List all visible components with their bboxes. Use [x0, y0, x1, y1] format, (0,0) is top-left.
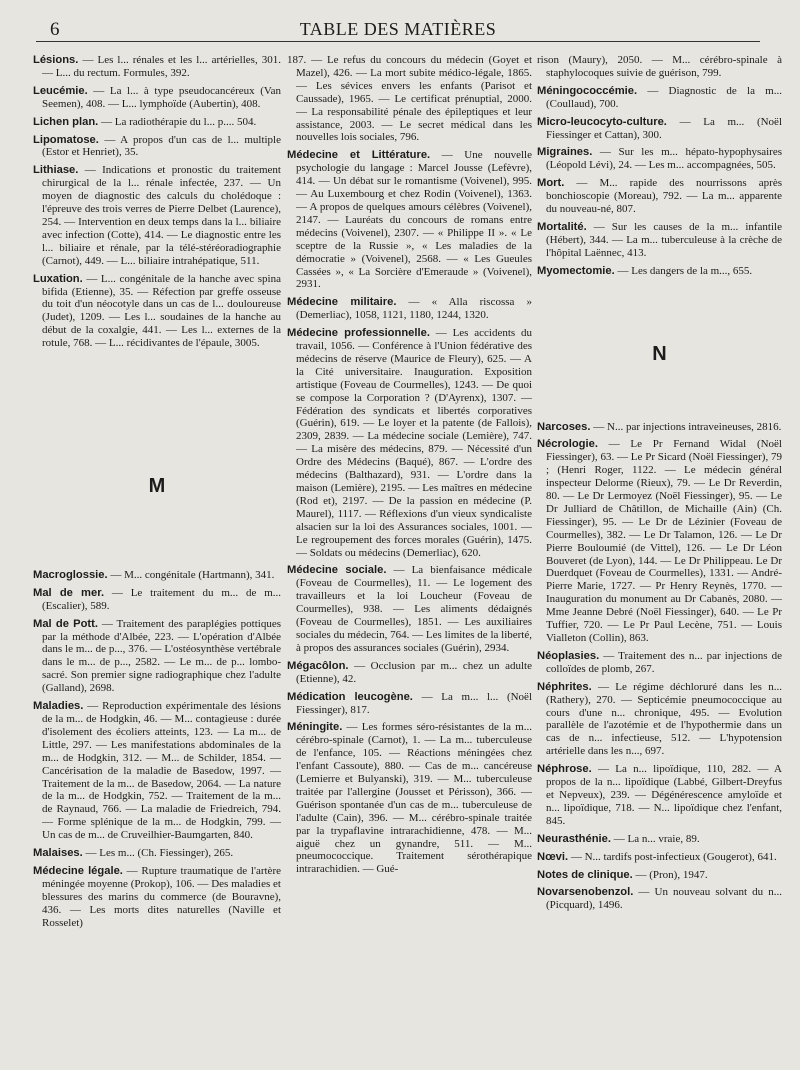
index-column-middle: [287, 54, 532, 881]
index-entry: [33, 85, 281, 111]
entry-text: — (Pron), 1947.: [632, 868, 708, 881]
index-column-left: [33, 54, 281, 935]
entry-headword: Lithiase.: [33, 164, 79, 177]
entry-text: — M... rapide des nourrissons après bonchioscopie (Moreau), 792. — La m... apparente du nouveau-né, 807.: [546, 177, 782, 216]
entry-text: — Traitement des paraplégies pottiques par la méthode d'Albée, 223. — L'opération d'Albée dans le m... de p..., 376. — L'ostéosynthèse vertébrale dans le m... de p..., 2582. — Le m... de p... lombo-sacré. Son premier signe radiographique chez l'adulte (Galland), 2698.: [42, 617, 281, 695]
index-entry: [287, 721, 532, 876]
entry-headword: Mal de mer.: [33, 586, 105, 599]
index-entry: [537, 833, 782, 846]
entry-text: — Une nouvelle psychologie du langage : Marcel Jousse (Lefèvre), 414. — Un débat sur le romantisme (Voivenel), 995. — Au Luxembourg et chez Rodin (Voivenel), 1363. — A propos de quelques amours célèbres (Voivenel), 2147. — Lauréats du concours de romans entre médecins (Voivenel), 2307. — « Philippe II ». « Le sceptre de la Russie », « Les maladies de la démocratie » (Voivenel), 2568. — « Les Gueules Cassées », « La Sorcière d'Emeraude » (Voivenel), 2931.: [296, 149, 532, 291]
index-column-right: [537, 54, 782, 917]
entry-text: 187. — Le refus du concours du médecin (Goyet et Mazel), 426. — La mort subite médico-légale, 1865. — Les sévices envers les enfants (Parisot et Caussade), 1965. — Le certificat prénuptial, 2000. — La responsabilité pénale des épileptiques et leur assistance, 2003. — Le secret médical dans les nouvelles lois sociales, 796.: [287, 54, 532, 144]
index-entry: [33, 618, 281, 695]
index-entry: [33, 700, 281, 842]
entry-text: — Le Pr Fernand Widal (Noël Fiessinger), 63. — Le Pr Sicard (Noël Fiessinger), 79 ; (Henri Roger, 1122. — Le médecin général inspecteur Delorme (Rieux), 79. — Le Dr Reverdin, 80. — Le Dr Lermoyez (Noël Fiessinger), 95. — Le Dr Julliard de Châtillon, de Michaille (Ain) (Ch. Fiessinger), 95. — Le Dr de Lézinier (Foveau de Courmelles), 382. — Le Dr Talamon, 126. — Le Dr Pierre Bouloumié (de Vittel), 126. — Le Dr Léon Bouveret (de Lyon), 144. — Le Dr Philippeau. Le Dr Duerdquet (Foveau de Courmelles), 1331. — André-Pierre Marie, 1727. — Pr Henry Reynès, 1770. — Inauguration du monument au Dr Cabanès, 2080. — Mme Jeanne Debré (Noël Fiessinger), 640. — Le Pr Tuffier, 720. — Le Pr Paul Lecène, 751. — Louis Vialleton (Collin), 863.: [546, 438, 782, 644]
index-entry: [537, 681, 782, 758]
entry-text: — La n... lipoïdique, 110, 282. — A propos de la n... lipoïdique (Labbé, Gilbert-Dreyfus et Nepveux), 239. — Dégénérescence amyloïde et n... lipoïdique, 718. — N... lipoïdique chez l'enfant, 845.: [546, 763, 782, 827]
entry-headword: Nécrologie.: [537, 438, 598, 451]
index-entry: [537, 54, 782, 80]
entry-text: — Traitement des n... par injections de colloïdes de plomb, 267.: [546, 649, 782, 675]
page-number: 6: [50, 19, 60, 40]
entry-headword: Narcoses.: [537, 420, 591, 433]
entry-headword: Lésions.: [33, 54, 79, 66]
index-entry: [537, 438, 782, 645]
entry-text: — La bienfaisance médicale (Foveau de Courmelles), 11. — Le logement des travailleurs et la loi Loucheur (Foveau de Courmelles), 938. — Les aliments dédaignés (Foveau de Courmelles), 1851. — Les auxiliaires sociales du médecin, 764. — Les limites de la liberté, à propos des assurances sociales (Guérin), 2934.: [296, 564, 532, 654]
page-title: TABLE DES MATIÈRES: [299, 19, 497, 39]
entry-text: — La l... à type pseudocancéreux (Van Seemen), 408. — L... lymphoïde (Aubertin), 408.: [42, 84, 281, 110]
index-entry: [33, 587, 281, 613]
entry-text: — Rupture traumatique de l'artère méningée moyenne (Prokop), 106. — Des maladies et blessures des marins du commerce (de Bouravne), 436. — Les morts dites naturelles (Naville et Rosselet): [42, 864, 281, 929]
entry-headword: Mégacôlon.: [287, 659, 349, 672]
index-entry: [33, 116, 281, 129]
entry-text: — La m... (Noël Fiessinger et Cattan), 300.: [546, 115, 782, 141]
entry-text: — Le traitement du m... de m... (Escalier), 589.: [42, 586, 282, 612]
entry-headword: Mortalité.: [537, 220, 587, 233]
entry-text: — L... congénitale de la hanche avec spina bifida (Etienne), 35. — Réfection par greffe osseuse du toit d'un néocotyle dans un cas de l... douloureuse (Judet), 1209. — Les l... soudaines de la hanche au début de la coxalgie, 441. — Les l... externes de la rotule, 768. — L... récidivantes de l'épaule, 3005.: [42, 272, 281, 350]
entry-text: — Sur les m... hépato-hypophysaires (Léopold Lévi), 24. — Les m... accompagnées, 505.: [546, 146, 782, 172]
entry-headword: Lichen plan.: [33, 115, 99, 128]
entry-headword: Micro-leucocyto-culture.: [537, 115, 667, 128]
index-entry: [33, 865, 281, 930]
entry-text: — Reproduction expérimentale des lésions de la m... de Hodgkin, 46. — M... contagieuse : durée d'isolement des écoliers atteints, 123. — La m... de Little, 297. — Les manifestations abdominales de la m... de Hodgkin, 312. — M... de Schilder, 1854. — Cancérisation de la maladie de Basedow, 1997. — Traitement de la m... de Basedow, 2064. — La nature de la m... de Hodgkin, 752. — Traitement de la m... de Raynaud, 766. — La maladie de Friedreich, 794. — Forme splénique de la m... de Hodgkin, 799. — Un cas de m... de Cruveilhier-Baumgarten, 840.: [42, 700, 281, 842]
index-entry: [33, 134, 281, 160]
entry-text: — « Alla riscossa » (Demerliac), 1058, 1121, 1180, 1244, 1320.: [296, 296, 532, 322]
entry-text: — A propos d'un cas de l... multiple (Estor et Henriet), 35.: [42, 133, 281, 159]
entry-text: — Diagnostic de la m... (Coullaud), 700.: [546, 84, 782, 110]
entry-text: — Les m... (Ch. Fiessinger), 265.: [82, 847, 234, 860]
entry-text: — La n... vraie, 89.: [611, 832, 700, 845]
entry-headword: Maladies.: [33, 700, 84, 713]
entry-text: — La radiothérapie du l... p.... 504.: [98, 115, 257, 128]
entry-headword: Lipomatose.: [33, 133, 99, 146]
index-entry: [287, 564, 532, 654]
index-entry: [537, 177, 782, 216]
entry-text: — Sur les causes de la m... infantile (Hébert), 344. — La m... tuberculeuse à la crèche de l'hôpital Laënnec, 413.: [546, 220, 782, 259]
entry-headword: Médication leucogène.: [287, 690, 413, 703]
entry-headword: Myomectomie.: [537, 264, 615, 277]
entry-headword: Médecine et Littérature.: [287, 149, 431, 162]
entry-text: — Les formes séro-résistantes de la m... cérébro-spinale (Carnot), 1. — La m... tuberculeuse de l'enfance, 105. — Réactions méningées chez l'enfant Cassoute), 880. — Cas de m... cancéreuse (Lemierre et Bulyanski), 319. — M... tuberculeuse traitée par l'allergine (Jousset et Périsson), 366. — Guérison spontanée d'un cas de m... tuberculeuse de l'adulte (Cain), 396. — M... cérébro-spinale traitée par la trypaflavine intrarachidienne, 478. — M... aiguë chez un gynandre, 511. — M... pneumococcique. Traitement sérothérapique intrarachidien. — Gué-: [296, 721, 532, 876]
entry-headword: Migraines.: [537, 146, 593, 159]
entry-text: — M... congénitale (Hartmann), 341.: [107, 568, 275, 581]
entry-text: — Le régime déchloruré dans les n... (Rathery), 270. — Septicémie pneumococcique au cours d'une n... chronique, 495. — Evolution parallèle de l'azotémie et de l'hypothermie dans un cas de n... infectieuse, 512. — L'hypotension artérielle dans les n..., 697.: [546, 680, 782, 758]
entry-headword: Neurasthénie.: [537, 832, 611, 845]
entry-headword: Néoplasies.: [537, 649, 600, 662]
entry-headword: Macroglossie.: [33, 568, 108, 581]
page-header: [36, 17, 760, 42]
index-entry: [537, 650, 782, 676]
entry-headword: Médecine professionnelle.: [287, 327, 430, 340]
entry-headword: Néphrites.: [537, 680, 592, 693]
index-entry: [33, 54, 281, 80]
index-entry: [287, 327, 532, 559]
entry-headword: Néphrose.: [537, 763, 592, 776]
index-entry: [287, 149, 532, 291]
entry-headword: Médecine sociale.: [287, 564, 387, 577]
entry-headword: Méningite.: [287, 721, 343, 734]
entry-headword: Médecine militaire.: [287, 296, 397, 309]
index-entry: [537, 886, 782, 912]
entry-headword: Luxation.: [33, 272, 83, 285]
section-letter: M: [148, 475, 166, 498]
index-entry: [287, 660, 532, 686]
entry-text: — Les l... rénales et les l... artérielles, 301. — L... du rectum. Formules, 392.: [42, 54, 281, 79]
index-entry: [537, 763, 782, 828]
index-entry: [537, 85, 782, 111]
index-entry: [537, 421, 782, 434]
entry-headword: Mal de Pott.: [33, 617, 98, 630]
index-entry: [287, 54, 532, 144]
entry-headword: Nœvi.: [537, 850, 569, 863]
index-entry: [33, 847, 281, 860]
entry-text: — La m... l... (Noël Fiessinger), 817.: [296, 690, 532, 716]
entry-text: — Occlusion par m... chez un adulte (Etienne), 42.: [296, 659, 532, 685]
entry-text: rison (Maury), 2050. — M... cérébro-spinale à staphylocoques suivie de guérison, 799.: [537, 54, 782, 79]
entry-headword: Leucémie.: [33, 84, 88, 97]
index-entry: [537, 265, 782, 278]
entry-text: — Les dangers de la m..., 655.: [614, 264, 753, 277]
section-letter: N: [652, 342, 667, 365]
entry-headword: Novarsenobenzol.: [537, 886, 634, 899]
index-entry: [537, 869, 782, 882]
entry-text: — N... tardifs post-infectieux (Gougerot), 641.: [568, 850, 777, 863]
entry-text: — Un nouveau solvant du n... (Picquard), 1496.: [546, 886, 782, 912]
entry-headword: Médecine légale.: [33, 864, 123, 877]
index-entry: [33, 273, 281, 350]
entry-headword: Méningococcémie.: [537, 84, 638, 97]
index-entry: [537, 146, 782, 172]
entry-text: — N... par injections intraveineuses, 2816.: [590, 420, 782, 433]
index-entry: [287, 296, 532, 322]
entry-headword: Notes de clinique.: [537, 868, 633, 881]
index-entry: [33, 164, 281, 267]
index-entry: [537, 116, 782, 142]
index-entry: [287, 691, 532, 717]
index-entry: [537, 221, 782, 260]
entry-text: — Indications et pronostic du traitement chirurgical de la l... rénale infectée, 237. — Un moyen de diagnostic des calculs du cholédoque : l'épreuve des trois verres de Pierre Delbet (Laurence), 254. — Intervention en deux temps dans la l... biliaire avec infection (Cotte), 414. — Le diagnostic entre les l... biliaire et rénale, par la télé-stéréoradiographie (Carnot), 449. — L... biliaire intrahépatique, 511.: [42, 164, 281, 267]
entry-headword: Malaises.: [33, 847, 83, 860]
index-entry: [537, 851, 782, 864]
entry-headword: Mort.: [537, 177, 565, 190]
index-entry: [33, 569, 281, 582]
entry-text: — Les accidents du travail, 1056. — Conférence à l'Union fédérative des médecins de réserve (Maurice de Fleury), 625. — A la Cité universitaire. Inauguration. Exposition artistique (Foveau de Courmelles), 1243. — De quoi se compose la Corporation ? (D'Ayrenx), 1307. — Fédération des syndicats et libertés corporatives (Guérin), 619. — Le loyer et la patente (de Fallois), 2309, 2839. — La médecine sociale (Lemière), 747. — La misère des médecins, 879. — Nécessité d'un Ordre des Médecins (Baqué), 867. — L'ordre des médecins (Balthazard), 931. — L'ordre dans la maison (Lemière), 2195. — Les maîtres en médecine (Rod et), 2197. — De la passion en médecine (P. Maurel), 1117. — Réflexions d'un vieux syndicaliste alsacien sur la loi des Assurances sociales, 1001. — Le regroupement des forces morales (Guérin), 1475. — Soldats ou médecins (Demerliac), 620.: [296, 327, 532, 559]
